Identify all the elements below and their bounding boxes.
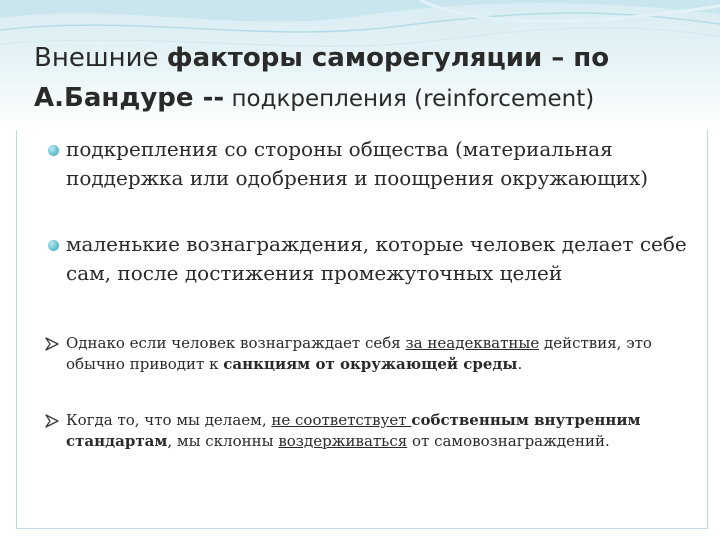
arrow-item-1-end: . (517, 355, 523, 373)
arrow-item-2-bold: собственным внутренним стандартам (66, 411, 641, 450)
title-part-small: подкрепления (reinforcement) (224, 86, 595, 112)
bullet-item-1: подкрепления со стороны общества (материальная поддержка или одобрения и поощрения окружающих) (66, 137, 649, 190)
arrow-item-2-underlined: не соответствует (271, 411, 412, 429)
arrow-item-2-text-2: , мы склонны (167, 432, 279, 450)
slide-title (34, 38, 704, 119)
arrow-item-2-text: Когда то, что мы делаем, (66, 411, 272, 429)
title-part-regular: Внешние (34, 43, 167, 73)
title-part-bold: факторы саморегуляции – по А.Бандуре -- (34, 43, 610, 113)
arrow-item-2-end: от самовознаграждений. (407, 432, 610, 450)
arrow-item-1 (66, 333, 676, 375)
bullet-dot-icon (48, 145, 59, 156)
arrow-bullet-icon (44, 413, 60, 429)
arrow-item-2-underlined-2: воздерживаться (278, 432, 408, 450)
arrow-item-2 (66, 410, 676, 452)
arrow-bullet-icon (44, 336, 60, 352)
arrow-item-1-text-2: действия, это обычно приводит к (66, 334, 652, 373)
bullet-dot-icon (48, 240, 59, 251)
arrow-item-1-underlined: за неадекватные (405, 334, 540, 352)
bullet-item-2: маленькие вознаграждения, которые человек делает себе сам, после достижения промежуточных целей (66, 232, 687, 285)
arrow-item-1-bold: санкциям от окружающей среды (223, 355, 518, 373)
arrow-item-1-text: Однако если человек вознаграждает себя (66, 334, 406, 352)
